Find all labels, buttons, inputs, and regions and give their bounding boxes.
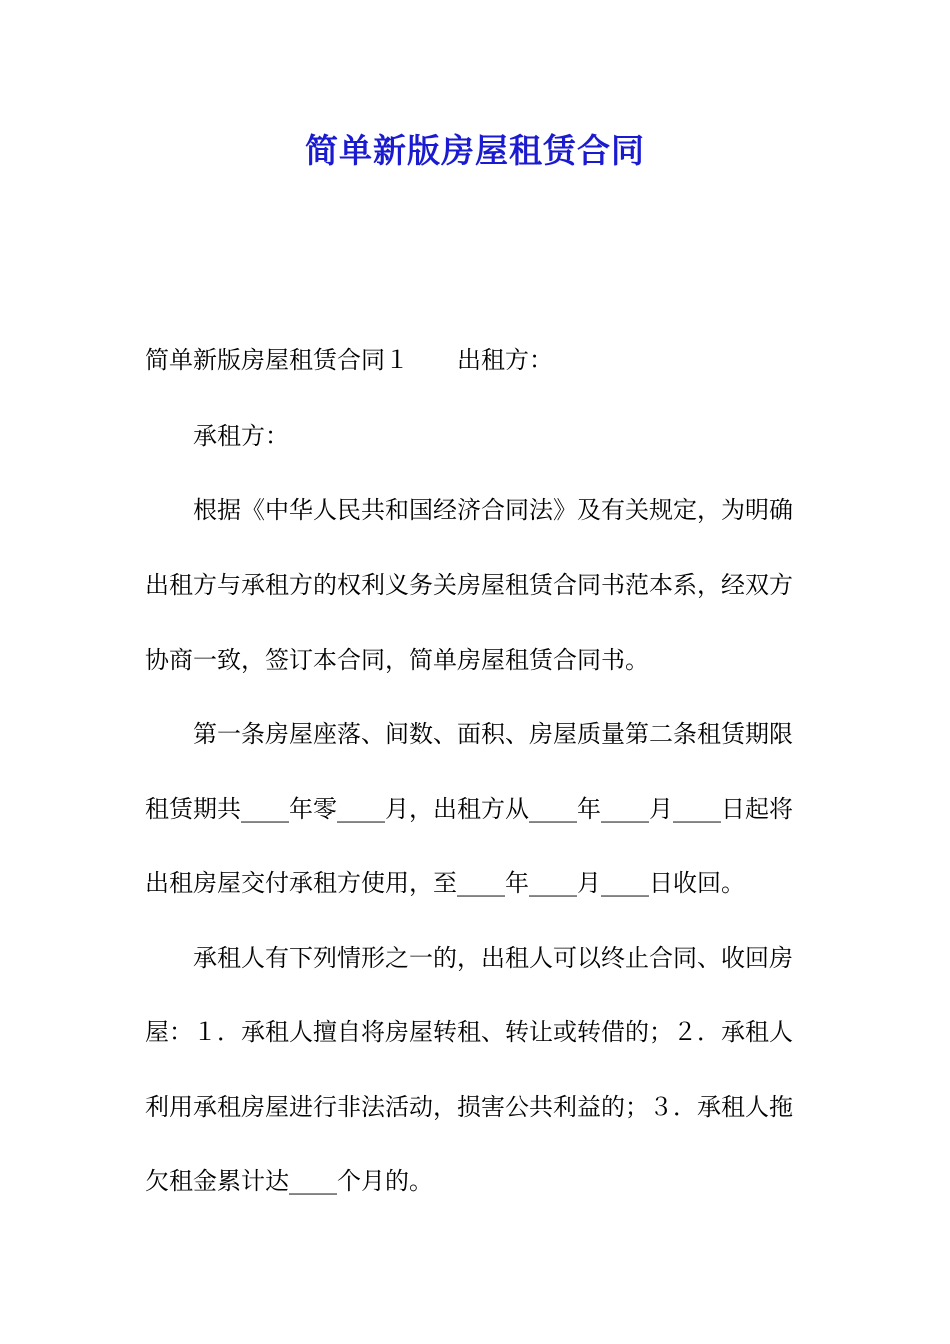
document-title: 简单新版房屋租赁合同 xyxy=(305,131,645,170)
paragraph-line: 欠租金累计达____个月的。 xyxy=(145,1167,433,1195)
paragraph-line: 出租房屋交付承租方使用，至____年____月____日收回。 xyxy=(145,869,745,897)
heading-line xyxy=(145,342,553,378)
paragraph-line: 出租方与承租方的权利义务关房屋租赁合同书范本系，经双方 xyxy=(145,571,793,599)
paragraph-line: 屋：１．承租人擅自将房屋转租、转让或转借的；２．承租人 xyxy=(145,1018,793,1046)
paragraph-line: 承租人有下列情形之一的，出租人可以终止合同、收回房 xyxy=(193,944,793,972)
lessor-label: 出租方： xyxy=(457,346,553,374)
paragraph-line: 根据《中华人民共和国经济合同法》及有关规定，为明确 xyxy=(193,496,793,524)
paragraph-line: 第一条房屋座落、间数、面积、房屋质量第二条租赁期限 xyxy=(193,720,793,748)
paragraph-line: 协商一致，签订本合同，简单房屋租赁合同书。 xyxy=(145,646,649,674)
paragraph-line: 利用承租房屋进行非法活动，损害公共利益的；３．承租人拖 xyxy=(145,1093,793,1121)
contract-heading-label: 简单新版房屋租赁合同１ xyxy=(145,346,409,374)
paragraph-line: 租赁期共____年零____月，出租方从____年____月____日起将 xyxy=(145,795,793,823)
lessee-label: 承租方： xyxy=(193,422,289,450)
